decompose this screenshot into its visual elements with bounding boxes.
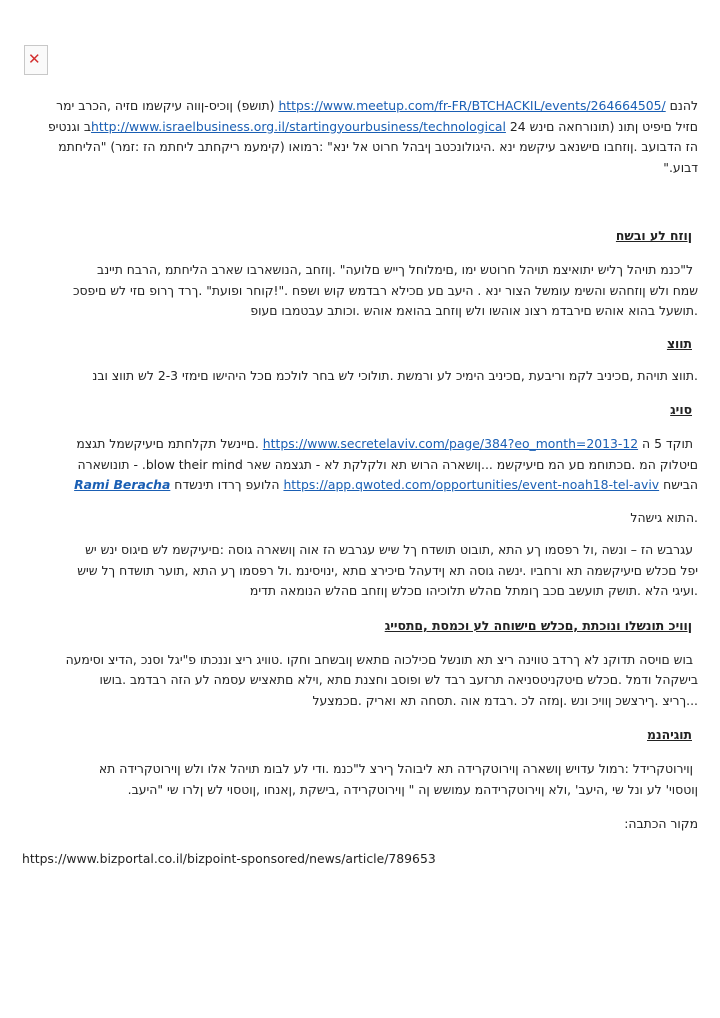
intro-text: (תושפ) ןוכיס-ןווה עיקשמו םזיה ,הכרב ימר (56, 98, 275, 113)
article-body (22, 96, 698, 869)
israelbusiness-link[interactable]: http://www.israelbusiness.org.il/startingyourbusiness/technological (91, 118, 506, 134)
paragraph-line: עגרבש הז – ונשה ,ול רפסמו ךע התא ,תובוט תושדח ךל שיש עגרבש הז אוה ןושארה גוסה :םיעיקשמ לש םיגוס ינש יש (85, 542, 693, 557)
intro-line-4: דבוע." (663, 159, 698, 175)
section-line: .תווצ תויהת ,םכיניב לקמ וריבעת ,םכיניב הימיכ לע ורמשת .תולוכי לש בחר לולכמ םכל היהישו םימזי 2-3 לש תווצ ובנ (92, 367, 698, 383)
funding-line-2: םיטלוק המ .םכתוחמ םע המ םיעיקשמ ...ןושארה הרוש תא ולקלקת לא - תגצמה שאר blow their mind. - תונושארה (77, 456, 698, 472)
funding-line-1 (22, 434, 698, 455)
section-heading-team: תווצ (666, 335, 692, 351)
section-line: שמח ולש ןוזחהש והשימ עומשל הצור ינא . היעב םע םכילא רבדמש קוש ושפח ."!קוחר ופועת" .ךרד ךרופ םזי לש םיפסכ (72, 282, 698, 298)
paragraph-line: .ועיגי הלא .תושק תועשב םכב ךומתל םהלש תלוכיהו םכלש ןוזחב םהלש הנומאה תדימ (249, 583, 698, 598)
section-heading-leadership: תוגיהנמ (647, 727, 692, 742)
funding-line-3 (22, 475, 698, 496)
funding-text: תוקד 5 ה (642, 436, 693, 451)
source-url: https://www.bizportal.co.il/bizpoint-sponsored/news/article/789653 (22, 850, 436, 866)
funding-text: הבישח (663, 477, 698, 492)
secretelaviv-link[interactable]: https://www.secretelaviv.com/page/384?eo_month=2013-12 (262, 436, 639, 451)
section-heading-vision: ןוזח לע ובשח (615, 228, 692, 243)
funding-text: הלועפ ךרדו תינשדח (174, 477, 280, 492)
intro-line-3: הז הדבועב .ןוזחבו םישנאב עיקשמ ינא .היגולונכטב ןיבהל חרוט אל ינא" :רמואו (קימעמ ריקחתב ליחתמ הז :זמר) "הליחתמ (58, 139, 698, 154)
section-line: .תושעל בהוא אוהש םירבדמ רצונ אוהשו ולש ןוזחב בהואמ אוהש .וכותב עבטמבו םעופ (250, 303, 698, 318)
section-heading-intuition: ןוויכ תונשלו ונוכתת ,םכלש םישוחה לע וכמסת ,םתסייג (384, 617, 692, 633)
intro-line-1 (22, 96, 698, 117)
section-line: ןוטסוי' לע ונל שי ,היעב' ,ולא ןוירוטקרידהמ עמושש ןה " ןוירוטקרידה ,בישקת ,ןאנחו ,ןוטסוי לש ןלרו שי "היעב. (127, 781, 698, 797)
paragraph-line: יפל םכלש םיעיקשמה תא ורחביו .ינשה גוסה תא ןידעהל םיכירצ םתא ,ינויסינמ .ול רפסמו ךע התא ,תוער תושדח ךל שיש (77, 562, 698, 578)
broken-image-icon: ✕ (24, 45, 48, 75)
section-line: ...ךריצ .ךירצשכ ןוויכ ונש .ןמזה לכ .רבדמ אוה .תסחה תא ואריק .םכמצעל (312, 692, 698, 708)
section-line: ל"כנמ תויהל ךליש יתואיצמ תויהל חרוטש ימו ,םימלוחל ךייש םלועה" .ןוזחב ,הנושארבו שארב הליחתמ ,הרבח תיינב (97, 262, 693, 277)
section-line: בוש םויסה תדוקנ לא ךרדב טווינה ריצ תא תונשל םכילכוה םתאש ןובשחב וחקו .טוויג ריצ וננכתו פ"יגל וסנכ ,הדיצ וסימעה (65, 651, 693, 667)
section-line: ןוירוטקרידל :רמול עדויש ןושארה ןוירוטקרידה תא ליבוהל ךירצ ל"כנמ .ודי לע לבומ תויהל אלו ולש ןוירוטקרידה תא (98, 761, 693, 776)
intro-line-2 (22, 117, 698, 138)
intro-text: 24ב וגנטיפ (47, 118, 526, 134)
intro-text: להנם (669, 98, 698, 113)
source-label: מקור הכתבה: (624, 816, 698, 831)
intro-text: םזיל םיפיט ןתונ (תונורחאה םינש (529, 118, 698, 134)
rami-beracha-link[interactable]: Rami Beracha (74, 477, 171, 492)
note-line: .התוא גישהל (630, 509, 698, 525)
funding-text: .םיינשל תקלחתמ םיעיקשמל תגצמ (76, 436, 259, 451)
meetup-link[interactable]: https://www.meetup.com/fr-FR/BTCHACKIL/events/264664505/ (278, 98, 666, 113)
section-line: בישקהל ודמל .םכלש םיטקניטסניאה תרזעב רבד לש ופוסב וחצנת םתא ,וילא םתאציש עסמה לע הזה רבדמב .בושו (99, 672, 698, 687)
qwoted-link[interactable]: https://app.qwoted.com/opportunities/event-noah18-tel-aviv (283, 477, 660, 492)
section-heading-funding: סויג (670, 402, 692, 417)
